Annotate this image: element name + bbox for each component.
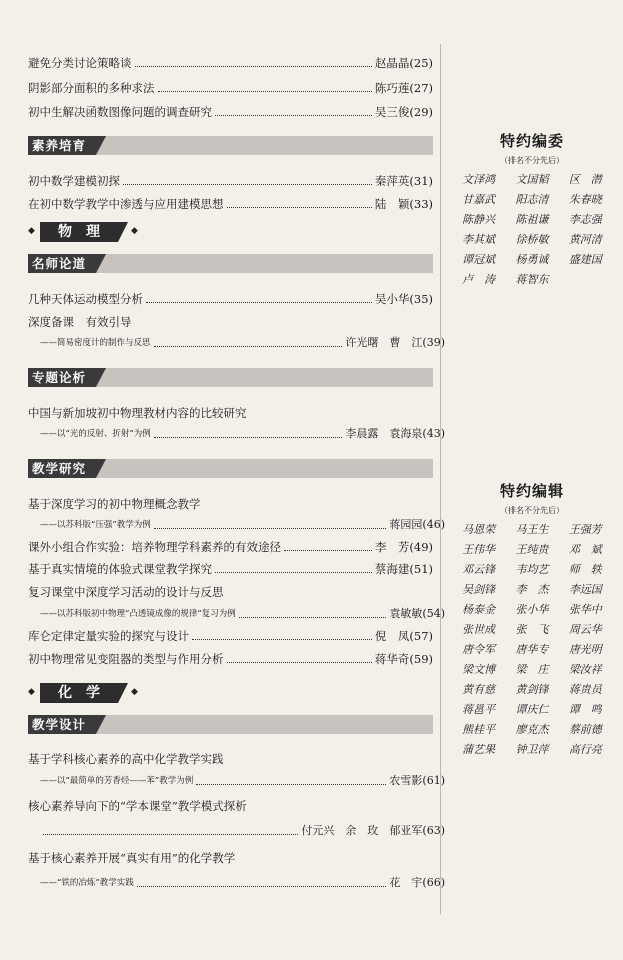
editor-name: 徐桥敏 xyxy=(515,233,549,246)
entry-title: 避免分类讨论策略谈 xyxy=(28,56,132,70)
editor-name: 蒋智东 xyxy=(515,273,549,286)
entry-title: 几种天体运动模型分析 xyxy=(28,292,143,306)
subject-header xyxy=(28,683,228,703)
entry-page: (43) xyxy=(422,427,445,440)
entry-author: 袁敏敏 xyxy=(389,607,423,620)
editor-name: 师 轶 xyxy=(568,563,602,576)
entry-page: (54) xyxy=(422,607,445,620)
toc-subentry[interactable] xyxy=(28,427,445,441)
section-label: 专题论析 xyxy=(28,368,96,387)
toc-entry[interactable] xyxy=(28,315,433,329)
entry-title: ——“铁的冶炼”教学实践 xyxy=(40,878,134,888)
dot-leader xyxy=(284,550,372,551)
entry-page: (59) xyxy=(409,652,433,666)
toc-entry[interactable] xyxy=(28,292,433,306)
entry-page: (29) xyxy=(409,105,433,119)
toc-entry[interactable] xyxy=(28,652,433,666)
entry-title: ——以苏科版“压强”教学为例 xyxy=(40,520,151,530)
editor-name: 朱春晓 xyxy=(568,193,602,206)
editor-name: 谭冠斌 xyxy=(462,253,496,266)
dot-leader xyxy=(239,617,387,618)
dot-leader xyxy=(123,184,372,185)
entry-title: ——以“光的反射、折射”为例 xyxy=(40,429,151,439)
dot-leader xyxy=(227,662,372,663)
entry-author: 蒋华奇 xyxy=(374,652,410,666)
editor-name: 黄剑锋 xyxy=(515,683,549,696)
entry-title: 深度备课 有效引导 xyxy=(28,315,132,329)
entry-page: (25) xyxy=(409,56,433,70)
toc-entry[interactable] xyxy=(28,562,433,576)
dot-leader xyxy=(154,528,387,529)
toc-entry[interactable] xyxy=(28,56,433,70)
entry-title: 初中物理常见变阻器的类型与作用分析 xyxy=(28,652,224,666)
editor-name: 张 飞 xyxy=(515,623,549,636)
editor-name: 熊桂平 xyxy=(462,723,496,736)
entry-author: 农雪影 xyxy=(389,774,423,787)
dot-leader xyxy=(196,784,386,785)
entry-title: 基于核心素养开展“真实有用”的化学教学 xyxy=(28,851,236,865)
toc-entry[interactable] xyxy=(28,851,433,865)
entry-author: 陈巧莲 xyxy=(374,81,410,95)
entry-author: 倪 凤 xyxy=(374,629,410,643)
diamond-icon: ◆ xyxy=(131,226,138,236)
dot-leader xyxy=(43,834,298,835)
entry-title: 在初中数学教学中渗透与应用建模思想 xyxy=(28,197,224,211)
entry-title: ——以苏科版初中物理“凸透镜成像的规律”复习为例 xyxy=(40,609,236,619)
dot-leader xyxy=(146,302,372,303)
editor-name: 唐华专 xyxy=(515,643,549,656)
entry-page: (33) xyxy=(409,197,433,211)
toc-entry[interactable] xyxy=(28,81,433,95)
toc-entry[interactable] xyxy=(28,406,433,420)
section-label: 素养培育 xyxy=(28,136,96,155)
editor-name: 谭庆仁 xyxy=(515,703,549,716)
entry-author: 秦萍英 xyxy=(374,174,410,188)
editor-name: 蔡前德 xyxy=(568,723,602,736)
entry-author: 付元兴 余 玫 郁亚军 xyxy=(301,824,423,837)
toc-subentry[interactable] xyxy=(28,607,445,621)
section-header xyxy=(28,254,433,273)
entry-title: 基于真实情境的体验式课堂教学探究 xyxy=(28,562,212,576)
editor-name: 蒋邕平 xyxy=(462,703,496,716)
dot-leader xyxy=(215,115,372,116)
editor-name: 杨泰金 xyxy=(462,603,496,616)
subject-label: 物 理 xyxy=(40,222,118,242)
entry-title: 复习课堂中深度学习活动的设计与反思 xyxy=(28,585,224,599)
entry-title: 核心素养导向下的“学本课堂”教学模式探析 xyxy=(28,799,247,813)
editor-name: 张世成 xyxy=(462,623,496,636)
editor-name: 梁汝祥 xyxy=(568,663,602,676)
entry-title: 中国与新加坡初中物理教材内容的比较研究 xyxy=(28,406,247,420)
editor-name: 高行亮 xyxy=(568,743,602,756)
editor-list xyxy=(452,130,612,292)
editor-name: 蒋贵员 xyxy=(568,683,602,696)
editor-name: 李 杰 xyxy=(515,583,549,596)
subject-header xyxy=(28,222,228,242)
diamond-icon: ◆ xyxy=(28,687,35,697)
toc-subentry[interactable] xyxy=(28,876,445,890)
toc-entry[interactable] xyxy=(28,174,433,188)
dot-leader xyxy=(135,66,372,67)
toc-entry[interactable] xyxy=(28,585,433,599)
editor-name: 黄河清 xyxy=(568,233,602,246)
entry-author: 吴小华 xyxy=(374,292,410,306)
toc-entry[interactable] xyxy=(28,497,433,511)
entry-title: 初中生解决函数图像问题的调查研究 xyxy=(28,105,212,119)
editor-name: 蒲艺果 xyxy=(462,743,496,756)
section-header xyxy=(28,368,433,387)
section-label: 教学研究 xyxy=(28,459,96,478)
entry-page: (63) xyxy=(422,824,445,837)
editor-name: 韦均艺 xyxy=(515,563,549,576)
editor-name: 周云华 xyxy=(568,623,602,636)
editor-name: 马恩荣 xyxy=(462,523,496,536)
section-label: 名师论道 xyxy=(28,254,96,273)
editor-name: 梁 庄 xyxy=(515,663,549,676)
entry-title: 初中数学建模初探 xyxy=(28,174,120,188)
editor-name: 阳志清 xyxy=(515,193,549,206)
editor-name: 陈祖谦 xyxy=(515,213,549,226)
editor-name: 李志强 xyxy=(568,213,602,226)
toc-entry[interactable] xyxy=(28,105,433,119)
editor-name: 杨勇诚 xyxy=(515,253,549,266)
editor-name: 钟卫萍 xyxy=(515,743,549,756)
entry-page: (66) xyxy=(422,876,445,889)
dot-leader xyxy=(154,346,343,347)
subject-label: 化 学 xyxy=(40,683,118,703)
editor-name: 李其斌 xyxy=(462,233,496,246)
editor-list-note: （排名不分先后） xyxy=(500,156,564,165)
dot-leader xyxy=(158,91,372,92)
entry-author: 吴三俊 xyxy=(374,105,410,119)
entry-title: 基于学科核心素养的高中化学教学实践 xyxy=(28,752,224,766)
dot-leader xyxy=(192,639,372,640)
entry-author: 蒋园园 xyxy=(389,518,423,531)
entry-title: ——简易密度计的制作与反思 xyxy=(40,338,151,348)
editor-name: 陈静兴 xyxy=(462,213,496,226)
editor-list xyxy=(452,480,612,758)
entry-page: (31) xyxy=(409,174,433,188)
dot-leader xyxy=(154,437,343,438)
editor-name: 盛建国 xyxy=(568,253,602,266)
entry-title: 基于深度学习的初中物理概念教学 xyxy=(28,497,201,511)
dot-leader xyxy=(137,886,387,887)
entry-title: 阴影部分面积的多种求法 xyxy=(28,81,155,95)
entry-page: (35) xyxy=(409,292,433,306)
entry-author: 蔡海建 xyxy=(374,562,410,576)
editor-name: 唐光明 xyxy=(568,643,602,656)
editor-names xyxy=(452,522,612,758)
editor-name: 卢 涛 xyxy=(462,273,496,286)
editor-name: 王强芳 xyxy=(568,523,602,536)
editor-name: 甘嘉武 xyxy=(462,193,496,206)
editor-name: 王伟华 xyxy=(462,543,496,556)
entry-page: (46) xyxy=(422,518,445,531)
entry-author: 李 芳 xyxy=(374,540,410,554)
editor-name: 区 潜 xyxy=(568,173,602,186)
entry-page: (49) xyxy=(409,540,433,554)
toc-subentry[interactable] xyxy=(28,336,445,350)
diamond-icon: ◆ xyxy=(28,226,35,236)
editor-name: 马王生 xyxy=(515,523,549,536)
dot-leader xyxy=(215,572,372,573)
editor-name: 黄有慈 xyxy=(462,683,496,696)
entry-title: ——以“最简单的芳香烃——苯”教学为例 xyxy=(40,776,194,786)
editor-name: 梁文博 xyxy=(462,663,496,676)
entry-page: (51) xyxy=(409,562,433,576)
editor-name: 邓云锋 xyxy=(462,563,496,576)
editor-name: 邓 斌 xyxy=(568,543,602,556)
toc-entry[interactable] xyxy=(28,752,433,766)
entry-page: (61) xyxy=(422,774,445,787)
toc-subentry[interactable] xyxy=(28,518,445,532)
entry-title: 课外小组合作实验：培养物理学科素养的有效途径 xyxy=(28,540,281,554)
toc-subentry[interactable] xyxy=(28,824,445,838)
editor-name: 文国韬 xyxy=(515,173,549,186)
section-header xyxy=(28,136,433,155)
section-header xyxy=(28,715,433,734)
entry-author: 赵晶晶 xyxy=(374,56,410,70)
editor-name: 李远国 xyxy=(568,583,602,596)
toc-entry[interactable] xyxy=(28,197,433,211)
toc-subentry[interactable] xyxy=(28,774,445,788)
entry-author: 李晨露 袁海泉 xyxy=(345,427,423,440)
editor-name: 谭 鸣 xyxy=(568,703,602,716)
editor-names xyxy=(452,172,612,292)
entry-page: (57) xyxy=(409,629,433,643)
toc-entry[interactable] xyxy=(28,540,433,554)
editor-name: 文泽鸿 xyxy=(462,173,496,186)
editor-name: 张华中 xyxy=(568,603,602,616)
entry-title: 库仑定律定量实验的探究与设计 xyxy=(28,629,189,643)
section-label: 教学设计 xyxy=(28,715,96,734)
entry-author: 陆 颖 xyxy=(374,197,410,211)
editor-name: 唐令军 xyxy=(462,643,496,656)
editor-name: 廖克杰 xyxy=(515,723,549,736)
editor-list-title: 特约编委 xyxy=(499,132,564,150)
editor-name: 吴剑锋 xyxy=(462,583,496,596)
toc-entry[interactable] xyxy=(28,629,433,643)
entry-author: 花 宇 xyxy=(389,876,423,889)
dot-leader xyxy=(227,207,372,208)
editor-name: 王纯贵 xyxy=(515,543,549,556)
editor-list-title: 特约编辑 xyxy=(499,482,564,500)
editor-name xyxy=(559,272,612,288)
entry-page: (39) xyxy=(422,336,445,349)
section-header xyxy=(28,459,433,478)
editor-name: 张小华 xyxy=(515,603,549,616)
diamond-icon: ◆ xyxy=(131,687,138,697)
entry-author: 许光曙 曹 江 xyxy=(345,336,423,349)
toc-entry[interactable] xyxy=(28,799,433,813)
editor-list-note: （排名不分先后） xyxy=(500,506,564,515)
entry-page: (27) xyxy=(409,81,433,95)
